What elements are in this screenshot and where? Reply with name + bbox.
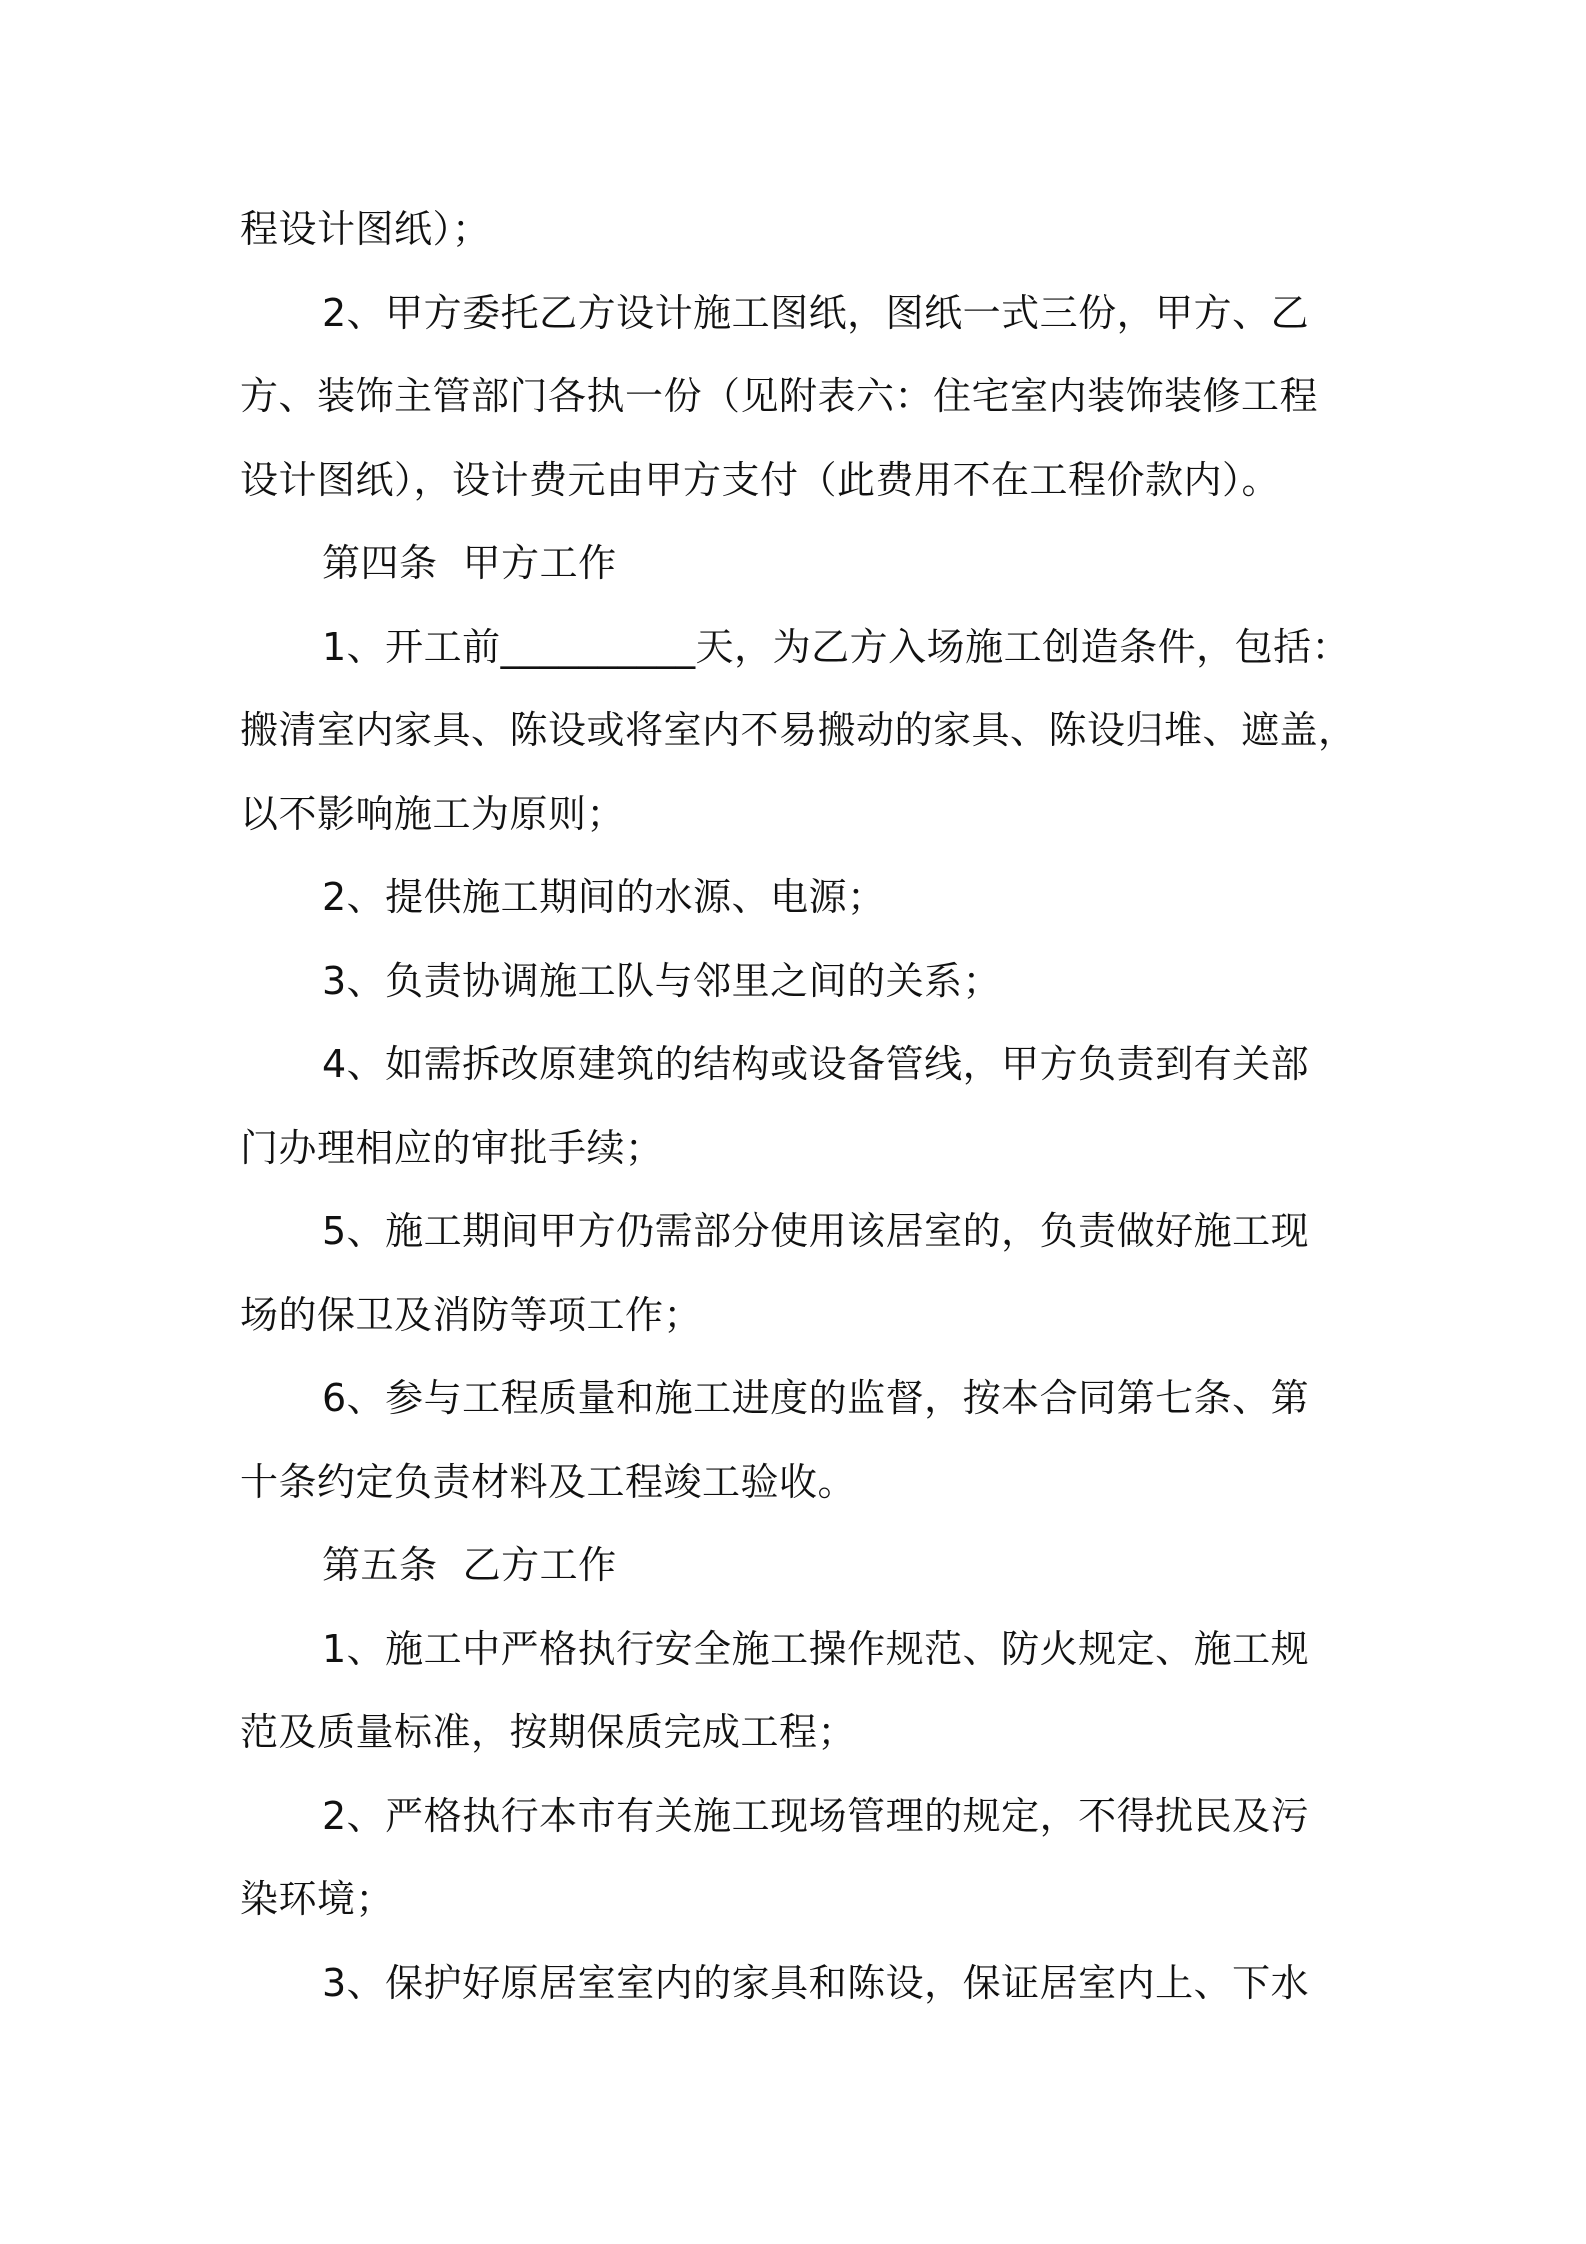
section-heading-article-4: 第四条 甲方工作	[322, 541, 617, 585]
text-line: 2、提供施工期间的水源、电源；	[322, 875, 886, 919]
text-line: 3、负责协调施工队与邻里之间的关系；	[322, 958, 1002, 1003]
text-line: 搬清室内家具、陈设或将室内不易搬动的家具、陈设归堆、遮盖，	[240, 708, 1357, 752]
text-line: 场的保卫及消防等项工作；	[240, 1292, 703, 1337]
text-line: 2、甲方委托乙方设计施工图纸，图纸一式三份，甲方、乙	[322, 290, 1310, 335]
text-line: 1、开工前__________天，为乙方入场施工创造条件，包括：	[322, 624, 1351, 669]
text-line: 以不影响施工为原则；	[240, 791, 626, 836]
text-line: 4、如需拆改原建筑的结构或设备管线，甲方负责到有关部	[322, 1042, 1310, 1086]
text-line: 程设计图纸）；	[240, 207, 491, 251]
text-line: 十条约定负责材料及工程竣工验收。	[240, 1459, 857, 1504]
text-line: 范及质量标准，按期保质完成工程；	[240, 1710, 857, 1754]
text-line: 设计图纸），设计费元由甲方支付（此费用不在工程价款内）。	[240, 457, 1281, 502]
document-body	[240, 188, 1360, 2025]
section-heading-article-5: 第五条 乙方工作	[322, 1543, 617, 1587]
text-line: 方、装饰主管部门各执一份（见附表六：住宅室内装饰装修工程	[240, 374, 1319, 418]
text-line: 2、严格执行本市有关施工现场管理的规定，不得扰民及污	[322, 1793, 1310, 1838]
text-line: 1、施工中严格执行安全施工操作规范、防火规定、施工规	[322, 1626, 1310, 1671]
text-line: 5、施工期间甲方仍需部分使用该居室的，负责做好施工现	[322, 1209, 1310, 1253]
text-line: 染环境；	[240, 1877, 395, 1921]
text-line: 3、保护好原居室室内的家具和陈设，保证居室内上、下水	[322, 1960, 1310, 2005]
text-line: 门办理相应的审批手续；	[240, 1125, 664, 1170]
text-line: 6、参与工程质量和施工进度的监督，按本合同第七条、第	[322, 1376, 1310, 1420]
